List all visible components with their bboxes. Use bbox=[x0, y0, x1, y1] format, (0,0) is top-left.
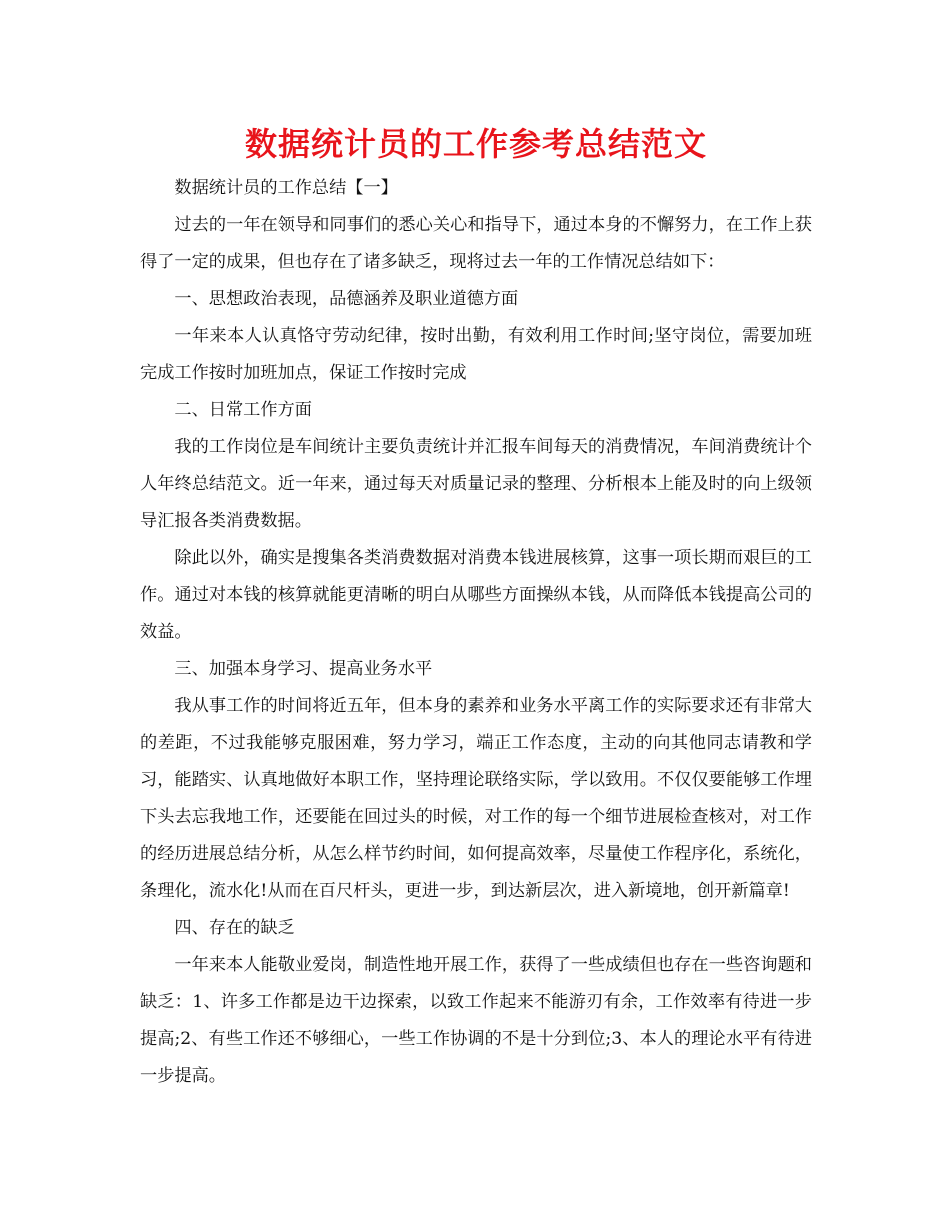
section-heading-study: 三、加强本身学习、提高业务水平 bbox=[174, 659, 433, 679]
daily-work-paragraph-2: 除此以外，确实是搜集各类消费数据对消费本钱进展核算，这事一项长期而艰巨的工作。通过对本钱的核算就能更清晰的明白从哪些方面操纵本钱，从而降低本钱提高公司的效益。 bbox=[140, 548, 812, 642]
daily-work-paragraph-1: 我的工作岗位是车间统计主要负责统计并汇报车间每天的消费情况，车间消费统计个人年终总结范文。近一年来，通过每天对质量记录的整理、分析根本上能及时的向上级领导汇报各类消费数据。 bbox=[140, 437, 812, 531]
shortcomings-paragraph: 一年来本人能敬业爱岗，制造性地开展工作，获得了一些成绩但也存在一些咨询题和缺乏：1、许多工作都是边干边探索，以致工作起来不能游刃有余，工作效率有待进一步提高;2、有些工作还不够细心，一些工作协调的不是十分到位;3、本人的理论水平有待进一步提高。 bbox=[140, 955, 812, 1086]
section-heading-politics: 一、思想政治表现，品德涵养及职业道德方面 bbox=[174, 289, 519, 309]
document-title: 数据统计员的工作参考总结范文 bbox=[244, 125, 707, 163]
intro-paragraph: 过去的一年在领导和同事们的悉心关心和指导下，通过本身的不懈努力，在工作上获得了一定的成果，但也存在了诸多缺乏，现将过去一年的工作情况总结如下： bbox=[140, 215, 812, 272]
section-heading-daily-work: 二、日常工作方面 bbox=[174, 400, 312, 420]
study-paragraph: 我从事工作的时间将近五年，但本身的素养和业务水平离工作的实际要求还有非常大的差距，不过我能够克服困难，努力学习，端正工作态度，主动的向其他同志请教和学习，能踏实、认真地做好本职工作，坚持理论联络实际，学以致用。不仅仅要能够工作埋下头去忘我地工作，还要能在回过头的时候，对工作的每一个细节进展检查核对，对工作的经历进展总结分析，从怎么样节约时间，如何提高效率，尽量使工作程序化，系统化，条理化，流水化!从而在百尺杆头，更进一步，到达新层次，进入新境地，创开新篇章! bbox=[140, 696, 812, 901]
section-heading-1: 数据统计员的工作总结【一】 bbox=[174, 178, 398, 198]
politics-paragraph: 一年来本人认真恪守劳动纪律，按时出勤，有效利用工作时间;坚守岗位，需要加班完成工作按时加班加点，保证工作按时完成 bbox=[140, 326, 812, 383]
section-heading-shortcomings: 四、存在的缺乏 bbox=[174, 918, 295, 938]
